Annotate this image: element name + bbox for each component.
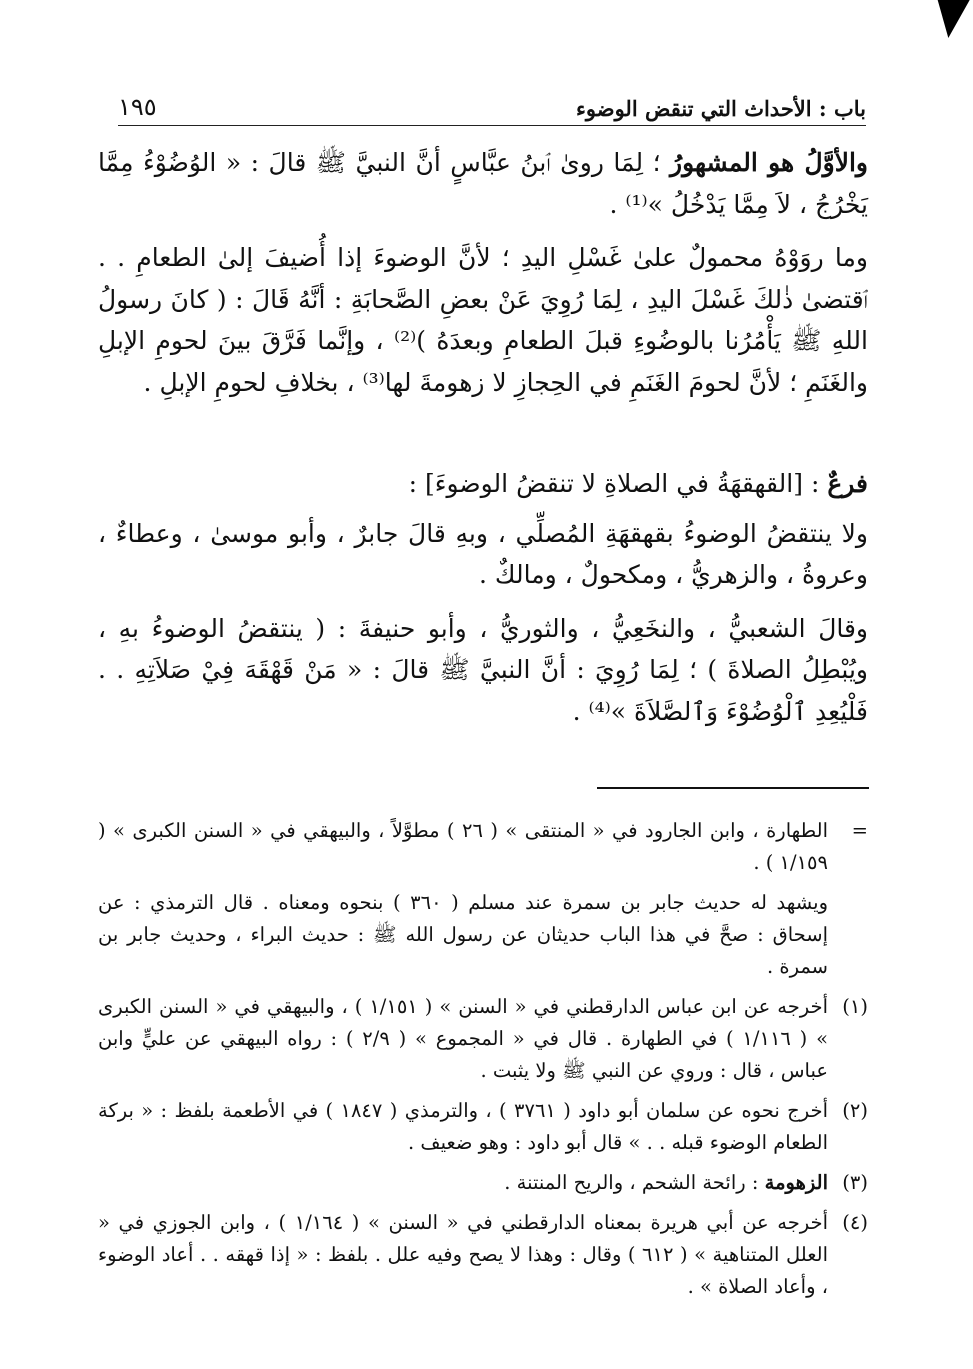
page-header	[118, 82, 866, 126]
footnote-separator	[597, 787, 869, 789]
page-number: ١٩٥	[118, 93, 157, 121]
footnote-2	[98, 1095, 880, 1159]
section-heading-lead: فرعٌ	[827, 469, 868, 498]
main-text	[98, 142, 868, 732]
continuation-text: الطهارة ، وابن الجارود في « المنتقى » ( ٢٦ ) مطوَّلاً ، والبيهقي في « السنن الكبرى » ( ١/١٥٩ ) .	[98, 819, 828, 874]
footnote-text: أخرجه عن ابن عباس الدارقطني في « السنن » ( ١/١٥١ ) ، والبيهقي في « السنن الكبرى » ( ١/١١٦ ) في الطهارة . قال في « المجموع » ( ٢/٩ ) : رواه البيهقي عن عليٍّ وابن عباس ، قال : وروي عن النبي ﷺ ولا يثبت .	[98, 995, 828, 1082]
footnote-term: الزهومة	[764, 1171, 828, 1194]
footnote-text: أخرجه عن أبي هريرة بمعناه الدارقطني في « السنن » ( ١/١٦٤ ) ، وابن الجوزي في « العلل المتناهية » ( ٦١٢ ) وقال : وهذا لا يصح وفيه علل . بلفظ : « إذا قهقه . . أعاد الوضوء ، وأعاد الصلاة » .	[98, 1211, 829, 1298]
page-corner-mark	[932, 0, 969, 38]
footnote-3	[98, 1167, 880, 1199]
section-heading	[98, 463, 868, 505]
footnote-text	[98, 1167, 828, 1199]
paragraph-5: وقالَ الشعبيُّ ، والنخَعِيُّ ، والثوريُّ ، وأبو حنيفةَ : ( ينتقضُ الوضوءُ بهِ ، ويُبْطِلُ الصلاةَ ) ؛ لِمَا رُوِيَ : أنَّ النبيَّ ﷺ قالَ : « مَنْ قَهْقَهَ فِيْ صَلاَتِهِ . . فَلْيُعِدِ ٱلْوُضُوْءَ وَٱلصَّلاَةَ »⁽⁴⁾ .	[98, 613, 868, 726]
footnote-definition: : رائحة الشحم ، والريح المنتنة .	[504, 1171, 765, 1194]
footnote-number: (٤)	[842, 1211, 868, 1234]
paragraph-2: وما روَوْهُ محمولٌ علىٰ غَسْلِ اليدِ ؛ لأنَّ الوضوءَ إذا أُضيفَ إلىٰ الطعامِ . . ٱقتضىٰ ذٰلكَ غَسْلَ اليدِ ، لِمَا رُوِيَ عَنْ بعضِ الصَّحابَةِ : أنَّهُ قَالَ : ( كانَ رسولُ اللهِ ﷺ يَأْمُرُنا بالوضُوءِ قبلَ الطعامِ وبعدَهُ )⁽²⁾ ، وإنَّما فَرَّقَ بينَ لحومِ الإبلِ والغَنَمِ ؛ لأنَّ لحومَ الغَنَمِ في الحِجازِ لا زهومةَ لها⁽³⁾ ، بخلافِ لحومِ الإبلِ .	[98, 243, 868, 397]
paragraph-1-lead: والأوَّلُ هو المشهورُ	[670, 148, 868, 177]
footnotes	[98, 815, 880, 1311]
footnote-4	[98, 1207, 880, 1303]
paragraph-4: ولا ينتقضُ الوضوءُ بقهقهَةِ المُصلِّي ، وبهِ قالَ جابرٌ ، وأبو موسىٰ ، وعطاءٌ ، وعروةُ ، والزهريُّ ، ومكحولٌ ، ومالكٌ .	[98, 518, 868, 589]
footnote-continuation-2	[98, 887, 880, 983]
continuation-marker: =	[851, 819, 868, 842]
footnote-text: أخرج نحوه عن سلمان أبو داود ( ٣٧٦١ ) ، والترمذي ( ١٨٤٧ ) في الأطعمة بلفظ : « بركة الطعام الوضوء قبله . . » قال أبو داود : وهو ضعيف .	[98, 1099, 828, 1154]
footnote-number: (١)	[842, 995, 868, 1018]
paragraph-1	[98, 142, 868, 225]
footnote-1	[98, 991, 880, 1087]
footnote-number: (٣)	[842, 1171, 868, 1194]
footnote-number: (٢)	[842, 1099, 868, 1122]
section-heading-text: : [القهقهَةُ في الصلاةِ لا تنقضُ الوضوءَ] :	[408, 469, 828, 498]
running-title: باب : الأحداث التي تنقض الوضوء	[576, 96, 866, 121]
footnote-continuation	[98, 815, 880, 879]
continuation-text-2: ويشهد له حديث جابر بن سمرة عند مسلم ( ٣٦٠ ) بنحوه ومعناه . قال الترمذي : عن إسحاق : صحَّ في هذا الباب حديثان عن رسول الله ﷺ : حديث البراء ، وحديث جابر بن سمرة .	[98, 891, 828, 978]
paragraph-1-text: ؛ لِمَا روىٰ ٱبنُ عبَّاسٍ أنَّ النبيَّ ﷺ قالَ : « الوُضُوْءُ مِمَّا يَخْرُجُ ، لاَ مِمَّا يَدْخُلُ »⁽¹⁾ .	[98, 148, 868, 219]
